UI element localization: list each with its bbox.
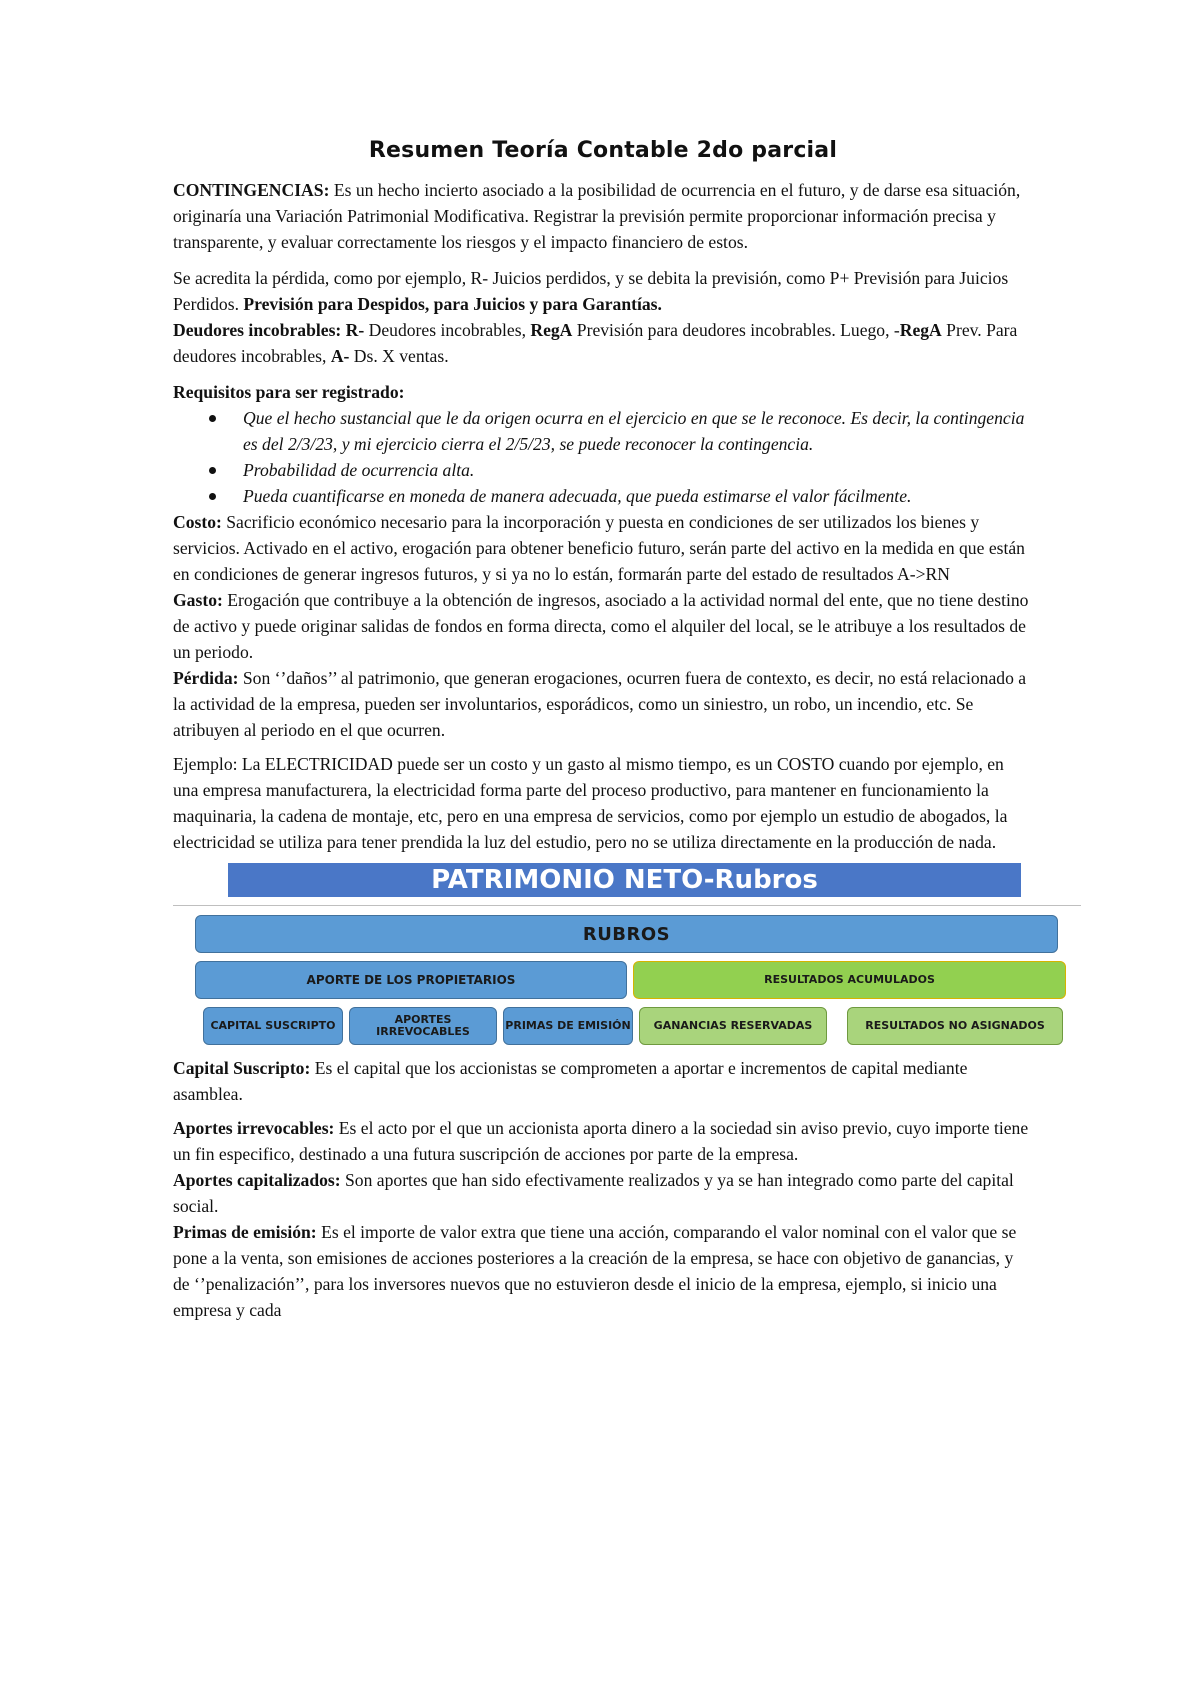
acredita-bold-deudores: Deudores incobrables: R-	[173, 320, 365, 340]
text-gasto: Erogación que contribuye a la obtención de ingresos, asociado a la actividad normal del ente, que no tiene destino de activo y puede originar salidas de fondos en forma directa, como el alquiler del local, se le atribuye a los resultados de un periodo.	[173, 590, 1029, 662]
text-contingencias: Es un hecho incierto asociado a la posibilidad de ocurrencia en el futuro, y de darse esa situación, originaría una Variación Patrimonial Modificativa. Registrar la previsión permite proporcionar información precisa y transparente, y evaluar correctamente los riesgos y el impacto financiero de estos.	[173, 180, 1021, 252]
paragraph-primas-emision	[173, 1219, 1033, 1323]
acredita-bold-rega-1: RegA	[530, 320, 573, 340]
text-primas-emision: Es el importe de valor extra que tiene una acción, comparando el valor nominal con el valor que se pone a la venta, son emisiones de acciones posteriores a la creación de la empresa, se hace con objetivo de ganancias, y de ‘’penalización’’, para los inversores nuevos que no estuvieron desde el inicio de la empresa, ejemplo, si inicio una empresa y cada	[173, 1222, 1017, 1320]
text-costo: Sacrificio económico necesario para la incorporación y puesta en condiciones de ser utilizados los bienes y servicios. Activado en el activo, erogación para obtener beneficio futuro, serán parte del activo en la medida en que están en condiciones de generar ingresos futuros, y si ya no lo están, formarán parte del estado de resultados A->RN	[173, 512, 1025, 584]
paragraph-gasto	[173, 587, 1033, 665]
text-aportes-irrevocables: Es el acto por el que un accionista aporta dinero a la sociedad sin aviso previo, cuyo importe tiene un fin especifico, destinado a una futura suscripción de acciones por parte de la empresa.	[173, 1118, 1029, 1164]
term-capital-suscripto: Capital Suscripto:	[173, 1058, 311, 1078]
box-aportes-irrevocables: APORTES IRREVOCABLES	[349, 1007, 497, 1045]
term-perdida: Pérdida:	[173, 668, 239, 688]
requisito-text: Pueda cuantificarse en moneda de manera adecuada, que pueda estimarse el valor fácilmente.	[243, 486, 912, 506]
acredita-text-2: Deudores incobrables,	[364, 320, 531, 340]
paragraph-aportes-capitalizados	[173, 1167, 1033, 1219]
requisitos-list	[173, 405, 1033, 509]
list-item	[243, 457, 1033, 483]
acredita-text-5: Ds. X ventas.	[349, 346, 449, 366]
bullet-icon	[209, 493, 216, 500]
text-aportes-capitalizados: Son aportes que han sido efectivamente realizados y ya se han integrado como parte del capital social.	[173, 1170, 1014, 1216]
acredita-bold-a: A-	[330, 346, 350, 366]
box-rubros: RUBROS	[195, 915, 1058, 953]
text-perdida: Son ‘’daños’’ al patrimonio, que generan erogaciones, ocurren fuera de contexto, es decir, no está relacionado a la actividad de la empresa, pueden ser involuntarios, esporádicos, como un siniestro, un robo, un incendio, etc. Se atribuyen al periodo en el que ocurren.	[173, 668, 1027, 740]
requisitos-heading-text: Requisitos para ser registrado:	[173, 382, 405, 402]
term-gasto: Gasto:	[173, 590, 223, 610]
document-page	[173, 138, 1045, 1323]
bullet-icon	[209, 467, 216, 474]
paragraph-aportes-irrevocables	[173, 1115, 1033, 1167]
document-title: Resumen Teoría Contable 2do parcial	[368, 138, 838, 163]
paragraph-capital-suscripto	[173, 1055, 1033, 1107]
term-costo: Costo:	[173, 512, 222, 532]
box-capital-suscripto: CAPITAL SUSCRIPTO	[203, 1007, 343, 1045]
diagram-header: PATRIMONIO NETO-Rubros	[228, 863, 1021, 897]
acredita-text-1: Se acredita la pérdida, como por ejemplo, R- Juicios perdidos, y se debita la previsión, como P+ Previsión para Juicios Perdidos.	[173, 268, 1009, 314]
bullet-icon	[209, 415, 216, 422]
divider	[173, 905, 1081, 906]
paragraph-perdida	[173, 665, 1033, 743]
acredita-text-4: Prev. Para deudores incobrables,	[173, 320, 1018, 366]
text-capital-suscripto: Es el capital que los accionistas se comprometen a aportar e incrementos de capital mediante asamblea.	[173, 1058, 968, 1104]
box-primas-emision: PRIMAS DE EMISIÓN	[503, 1007, 633, 1045]
term-colon: :	[323, 180, 330, 200]
paragraph-contingencias	[173, 177, 1033, 255]
list-item	[243, 483, 1033, 509]
term-contingencias: CONTINGENCIAS	[173, 180, 324, 200]
acredita-text-3: Previsión para deudores incobrables. Luego, -	[572, 320, 900, 340]
box-resultados-no-asignados: RESULTADOS NO ASIGNADOS	[847, 1007, 1063, 1045]
paragraph-costo	[173, 509, 1033, 587]
list-item	[243, 405, 1033, 457]
box-aporte-propietarios: APORTE DE LOS PROPIETARIOS	[195, 961, 627, 999]
patrimonio-neto-diagram	[173, 863, 1045, 1045]
term-aportes-irrevocables: Aportes irrevocables:	[173, 1118, 335, 1138]
acredita-bold-previsiones: Previsión para Despidos, para Juicios y para Garantías.	[243, 294, 662, 314]
box-ganancias-reservadas: GANANCIAS RESERVADAS	[639, 1007, 827, 1045]
paragraph-ejemplo: Ejemplo: La ELECTRICIDAD puede ser un costo y un gasto al mismo tiempo, es un COSTO cuando por ejemplo, en una empresa manufacturera, la electricidad forma parte del proceso productivo, para mantener en funcionamiento la maquinaria, la cadena de montaje, etc, pero en una empresa de servicios, como por ejemplo un estudio de abogados, la electricidad se utiliza para tener prendida la luz del estudio, pero no se utiliza directamente en la producción de nada.	[173, 754, 1008, 852]
term-aportes-capitalizados: Aportes capitalizados:	[173, 1170, 341, 1190]
acredita-bold-rega-2: RegA	[899, 320, 942, 340]
box-resultados-acumulados: RESULTADOS ACUMULADOS	[633, 961, 1066, 999]
paragraph-acredita	[173, 265, 1033, 369]
requisitos-heading	[173, 379, 1033, 405]
requisito-text: Probabilidad de ocurrencia alta.	[243, 460, 475, 480]
term-primas-emision: Primas de emisión:	[173, 1222, 317, 1242]
requisito-text: Que el hecho sustancial que le da origen ocurra en el ejercicio en que se le reconoce. Es decir, la contingencia es del 2/3/23, y mi ejercicio cierra el 2/5/23, se puede reconocer la contingencia.	[243, 408, 1025, 454]
